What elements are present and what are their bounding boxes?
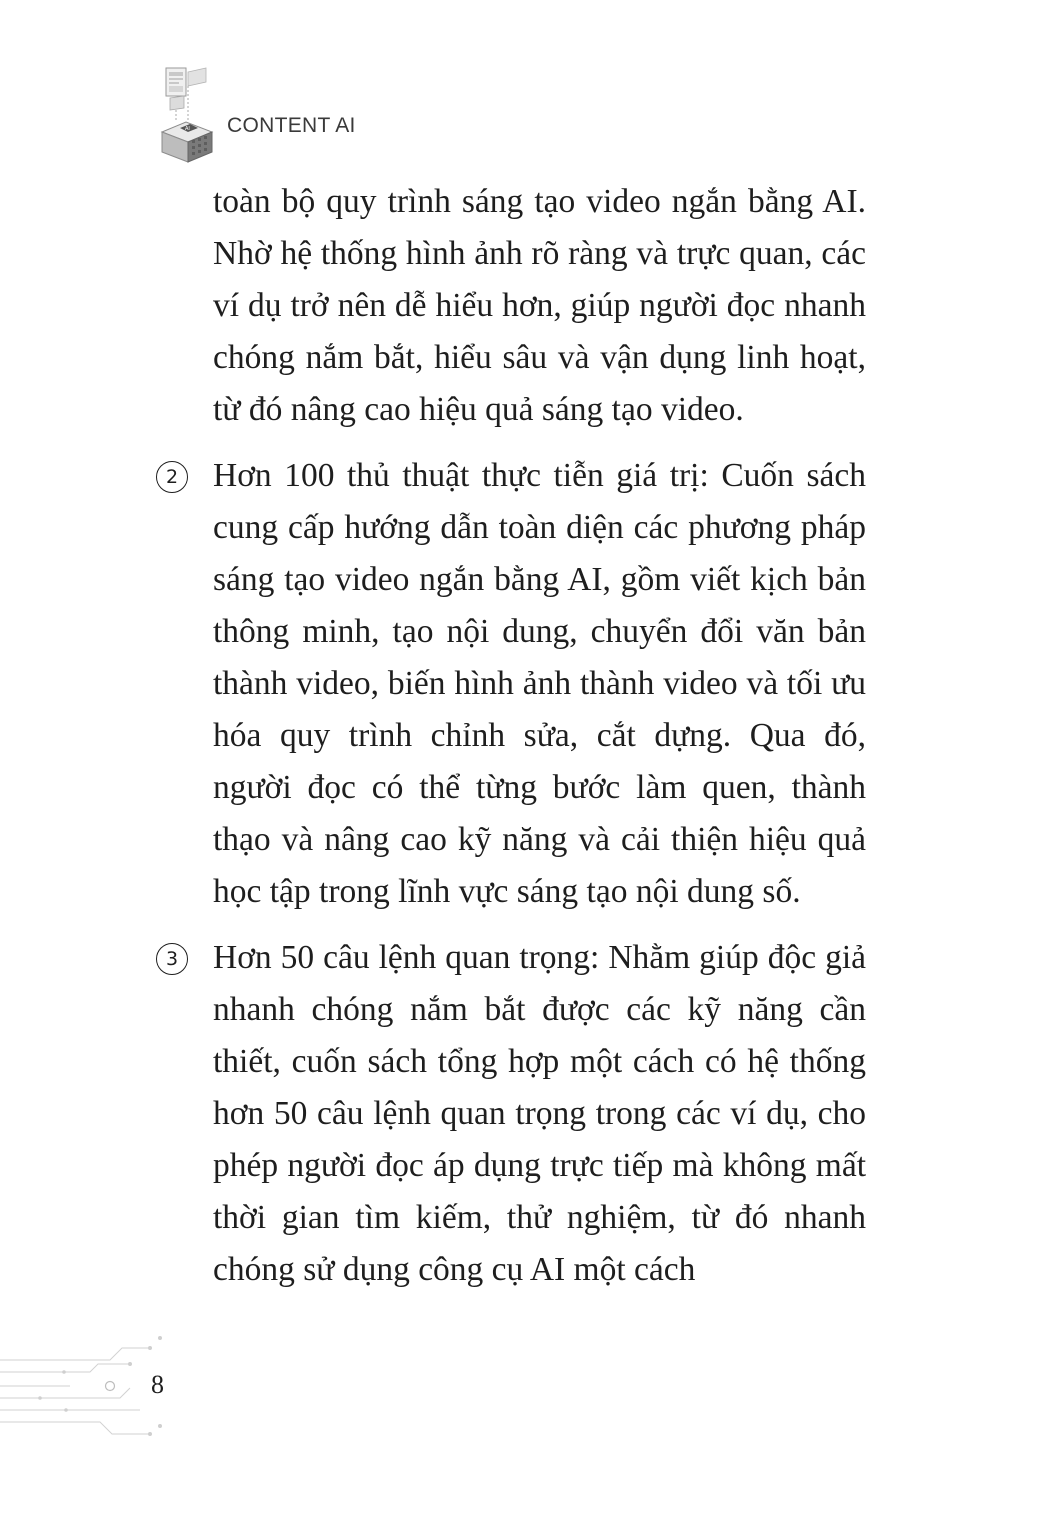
circled-number: 2 <box>156 461 188 493</box>
ai-cube-icon <box>160 66 220 166</box>
page-number: 8 <box>151 1370 164 1399</box>
list-item-text: Hơn 100 thủ thuật thực tiễn giá trị: Cuốn sách cung cấp hướng dẫn toàn diện các phương pháp sáng tạo video ngắn bằng AI, gồm viết kịch bản thông minh, tạo nội dung, chuyển đổi văn bản thành video, biến hình ảnh thành video và tối ưu hóa quy trình chỉnh sửa, cắt dựng. Qua đó, người đọc có thể từng bước làm quen, thành thạo và nâng cao kỹ năng và cải thiện hiệu quả học tập trong lĩnh vực sáng tạo nội dung số. <box>213 457 866 910</box>
circled-number: 3 <box>156 943 188 975</box>
page-body <box>165 176 866 1296</box>
page-header <box>160 66 420 166</box>
list-item-text: Hơn 50 câu lệnh quan trọng: Nhằm giúp độc giả nhanh chóng nắm bắt được các kỹ năng cần thiết, cuốn sách tổng hợp một cách có hệ thống hơn 50 câu lệnh quan trọng trong các ví dụ, cho phép người đọc áp dụng trực tiếp mà không mất thời gian tìm kiếm, thử nghiệm, từ đó nhanh chóng sử dụng công cụ AI một cách <box>213 939 866 1288</box>
svg-text:AI: AI <box>185 126 190 132</box>
circuit-lines-icon <box>0 1330 170 1440</box>
list-item <box>165 450 866 918</box>
header-title: CONTENT AI <box>227 114 356 137</box>
list-item <box>165 932 866 1296</box>
intro-paragraph: toàn bộ quy trình sáng tạo video ngắn bằng AI. Nhờ hệ thống hình ảnh rõ ràng và trực quan, các ví dụ trở nên dễ hiểu hơn, giúp người đọc nhanh chóng nắm bắt, hiểu sâu và vận dụng linh hoạt, từ đó nâng cao hiệu quả sáng tạo video. <box>213 183 866 428</box>
